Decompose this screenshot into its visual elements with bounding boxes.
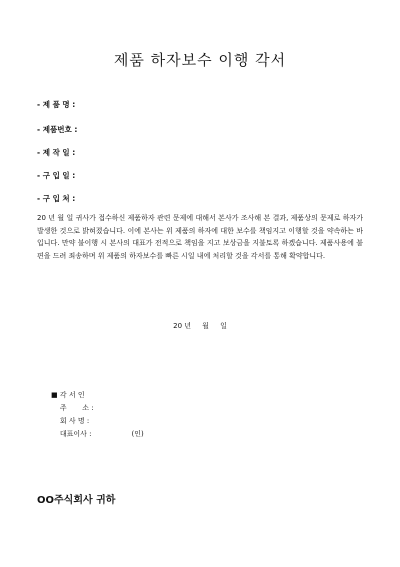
field-product-number: - 제품번호 : xyxy=(37,125,78,134)
field-purchase-date: - 구 입 일 : xyxy=(37,171,76,180)
affirmant-ceo-row xyxy=(51,428,144,441)
body-paragraph xyxy=(37,212,363,262)
field-product-name: - 제 품 명 : xyxy=(37,100,76,109)
date-line: 20 년 월 일 xyxy=(173,322,227,330)
field-manufacture-date: - 제 작 일 : xyxy=(37,148,76,157)
affirmant-address: 주 소 : xyxy=(51,404,94,412)
affirmant-company: 회 사 명 : xyxy=(51,417,90,425)
body-text: 20 년 월 일 귀사가 접수하신 제품하자 관련 문제에 대해서 본사가 조사해 본 결과, 제품상의 문제로 하자가 발생한 것으로 밝혀졌습니다. 이에 본사는 위 제품의 하자에 대한 보수를 책임지고 이행할 것을 약속하는 바입니다. 만약 불이행 시 본사의 대표가 전적으로 책임을 지고 보상금을 지불토록 하겠습니다. 제품사용에 불편을 드려 죄송하며 위 제품의 하자보수를 빠른 시일 내에 처리할 것을 각서를 통해 확약합니다. xyxy=(37,214,363,260)
affirmant-ceo: 대표이사 : xyxy=(51,430,92,438)
affirmant-seal: (인) xyxy=(131,430,144,438)
recipient: OO주식회사 귀하 xyxy=(37,495,116,506)
affirmant-heading: ■ 각 서 인 xyxy=(51,391,85,399)
affirmant-block xyxy=(51,389,144,441)
document-title: 제품 하자보수 이행 각서 xyxy=(113,51,287,69)
field-purchase-place: - 구 입 처 : xyxy=(37,194,76,203)
